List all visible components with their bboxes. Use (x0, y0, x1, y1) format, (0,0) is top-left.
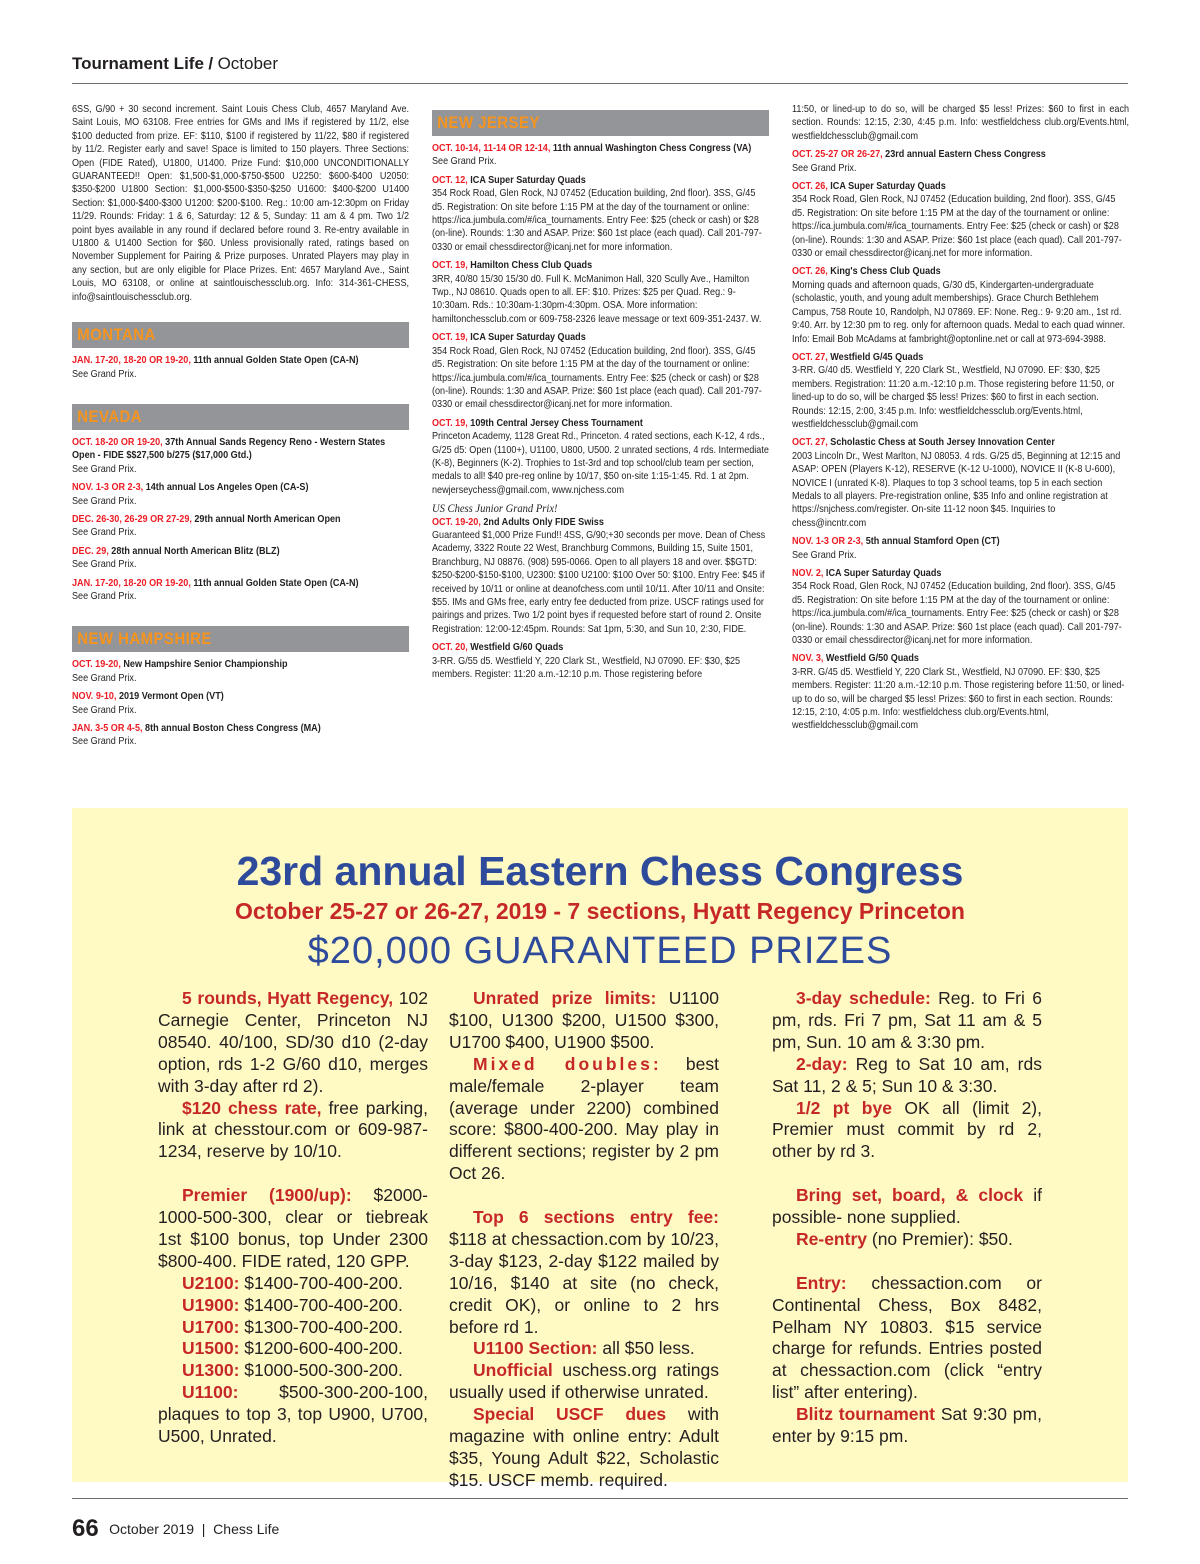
entry-body: 3-RR. G/45 d5. Westfield Y, 220 Clark St., Westfield, NJ 07090. EF: $30, $25 members. Register: 11:20 a.m.-12:10 p.m. Those registering before 11:50, or lined-up to do so, will be charged $5 less! Prizes: $60 to first in each section. Rounds: 12:15, 2:10, 4:05 p.m. Info: westfieldchess club.org/Events.html, westfieldchessclub@gmail.com (792, 666, 1125, 732)
ad-column-1 (158, 988, 428, 1448)
ad-paragraph (449, 1054, 719, 1185)
ad-highlight: U1500: (182, 1338, 240, 1359)
ad-highlight: $120 chess rate, (182, 1097, 322, 1118)
ad-paragraph (158, 1317, 428, 1339)
entry-body: 354 Rock Road, Glen Rock, NJ 07452 (Education building, 2nd floor). 3SS, G/45 d5. Registration: On site before 1:15 PM at the day of the tournament or online: https://ica.jumbula.com/#/ica_tournaments. Entry Fee: $25 (check or cash) or $28 (on-line). Rounds: 1:30 and ASAP. Prize: $60 1st place (each quad). Call 201-797-0330 or email chessdirector@icanj.net for more information. (432, 345, 762, 411)
tournament-entry (72, 513, 409, 540)
ad-paragraph (449, 1360, 719, 1404)
entry-body: 354 Rock Road, Glen Rock, NJ 07452 (Education building, 2nd floor). 3SS, G/45 d5. Registration: On site before 1:15 PM at the day of the tournament or online: https://ica.jumbula.com/#/ica_tournaments. Entry Fee: $25 (check or cash) or $28 (on-line). Rounds: 1:30 and ASAP. Prize: $60 1st place (each quad). Call 201-797-0330 or email chessdirector@icanj.net for more information. (792, 581, 1122, 647)
entry-body: See Grand Prix. (72, 495, 137, 507)
ad-text: $118 at chessaction.com by 10/23, 3-day $123, 2-day $122 mailed by 10/16, $140 at site (no check, credit OK), or online to 2 hrs before rd 1. (449, 1228, 719, 1337)
entry-title: Westfield G/45 Quads (827, 351, 924, 363)
tournament-entry (432, 417, 769, 497)
ad-highlight: 2-day: (796, 1053, 848, 1074)
entry-body: See Grand Prix. (72, 559, 137, 571)
entry-title: 11th annual Washington Chess Congress (VA) (550, 143, 752, 154)
entry-body: See Grand Prix. (432, 156, 497, 168)
entry-title: 11th annual Golden State Open (CA-N) (190, 355, 359, 367)
ad-text: 102 Carnegie Center, Princeton NJ 08540. 40/100, SD/30 d10 (2-day option, rds 1-2 G/60 d10, merges with 3-day after rd 2). (158, 988, 428, 1096)
ad-highlight: Bring set, board, & clock (796, 1185, 1024, 1206)
ad-highlight: 5 rounds, Hyatt Regency, (182, 988, 394, 1008)
ad-text: $500-300-200-100, plaques to top 3, top U900, U700, U500, Unrated. (158, 1382, 428, 1447)
ad-text: chessaction.com or Continental Chess, Box 8482, Pelham NY 10803. $15 service charge for refunds. Entries posted at chessaction.com (click “entry list” after entering). (772, 1272, 1042, 1403)
ad-highlight: 3-day schedule: (796, 988, 931, 1008)
entry-body: 3-RR. G/40 d5. Westfield Y, 220 Clark St., Westfield, NJ 07090. EF: $30, $25 members. Registration: 11:20 a.m.-12:10 p.m. Those registering before 11:50, or lined-up to do so, will be charged $5 less! Prizes: $60 to first in each section. Rounds: 12:15, 2:00, 3:45 p.m. Info: westfieldchessclub.org/Events.html, westfieldchessclub@gmail.com (792, 365, 1115, 430)
tournament-entry (72, 354, 409, 381)
entry-body: See Grand Prix. (792, 549, 857, 561)
tournament-entry (72, 658, 409, 685)
entry-title: 29th annual North American Open (191, 513, 341, 525)
entry-title: 8th annual Boston Chess Congress (MA) (142, 723, 321, 734)
entry-body: See Grand Prix. (72, 590, 137, 602)
entry-date: OCT. 26, (792, 181, 828, 193)
entry-date: OCT. 19-20, (432, 516, 481, 528)
ad-highlight: U2100: (182, 1272, 240, 1293)
page-footer (72, 1498, 1128, 1543)
junior-grand-prix-label: US Chess Junior Grand Prix! (432, 501, 558, 516)
ad-paragraph (772, 1054, 1042, 1098)
ad-text: (no Premier): $50. (867, 1228, 1013, 1249)
entry-date: OCT. 20, (432, 642, 468, 654)
ad-text: uschess.org ratings usually used if otherwise unrated. (449, 1360, 719, 1403)
entry-date: OCT. 19, (432, 260, 468, 272)
tournament-entry (72, 481, 409, 508)
entry-body: Morning quads and afternoon quads, G/30 d5, Kindergarten-undergraduate (scholastic, youth, and young adult memberships). Grace Church Bethlehem Campus, 758 Route 10, Randolph, NJ 07869. EF: None. Reg.: 9- 9:20 am., 1st rd. 9:40. Arr. by 12:30 pm to reg. only for afternoon quads. Medal to each quad winner. Info: Email Bob McAdams at fambright@optonline.net or call at 973-694-3988. (792, 279, 1125, 345)
entry-date: NOV. 1-3 OR 2-3, (792, 536, 864, 548)
entry-date: NOV. 2, (792, 568, 824, 579)
tournament-entry (792, 265, 1129, 345)
entry-date: NOV. 3, (792, 653, 824, 665)
ad-column-2 (449, 988, 719, 1492)
entry-title: King's Chess Club Quads (827, 266, 941, 278)
ad-highlight: 1/2 pt bye (796, 1097, 892, 1118)
ad-highlight: Premier (1900/up): (182, 1185, 352, 1206)
ad-paragraph (158, 1273, 428, 1295)
tournament-entry (792, 436, 1129, 530)
ad-highlight: U1100: (182, 1382, 239, 1403)
tournament-entry (792, 652, 1129, 732)
ad-paragraph (158, 1360, 428, 1382)
entry-title: New Hampshire Senior Championship (120, 659, 288, 671)
ad-highlight: Mixed doubles: (473, 1053, 662, 1074)
ad-prize-banner: $20,000 GUARANTEED PRIZES (307, 930, 893, 972)
entry-title: Hamilton Chess Club Quads (467, 260, 593, 272)
ad-text: if possible- none supplied. (772, 1185, 1042, 1228)
ad-column-3 (772, 988, 1042, 1448)
entry-title: ICA Super Saturday Quads (467, 174, 586, 186)
entry-title: Westfield G/60 Quads (467, 642, 564, 654)
eastern-chess-congress-ad (72, 808, 1128, 1490)
tournament-entry (432, 259, 769, 326)
ad-paragraph (772, 1273, 1042, 1404)
entry-body: See Grand Prix. (72, 368, 137, 380)
entry-date: JAN. 3-5 OR 4-5, (72, 723, 143, 734)
tournament-entry (432, 174, 769, 254)
ad-text: $2000-1000-500-300, clear or tiebreak 1st $100 bonus, top Under 2300 $800-400. FIDE rated, 120 GPP. (158, 1185, 428, 1271)
state-header-new-jersey: NEW JERSEY (432, 110, 769, 136)
entry-date: JAN. 17-20, 18-20 OR 19-20, (72, 355, 191, 367)
state-header-montana: MONTANA (72, 322, 409, 348)
entry-body: Guaranteed $1,000 Prize Fund!! 4SS, G/90;+30 seconds per move. Dean of Chess Academy, 3322 Route 22 West, Branchburg Commons, Building 15, Suite 1501, Branchburg, NJ 08876. (908) 595-0066. Open to all players 18 and over. $$GTD: $250-$200-$150-$100, U2300: $100 U2100: $100 Over 50: $100. Entry Fee: $45 if received by 10/11 or online at deanofchess.com until 10/11. After 10/11 and Onsite: $55. IMs and GMs free, early entry fee deducted from prize. USCF ratings used for pairings and prizes. Two 1/2 point byes if requested before start of round 2. Onsite Registration: 12:00-12:45pm. Rounds: Sat 1pm, 5:30, and Sun 10, 2:30, FIDE. (432, 529, 766, 635)
entry-title: 23rd annual Eastern Chess Congress (882, 149, 1046, 161)
ad-highlight: U1700: (182, 1316, 240, 1337)
ad-text: $1000-500-300-200. (239, 1360, 403, 1381)
entry-date: NOV. 1-3 OR 2-3, (72, 482, 144, 494)
ad-text: Reg to Sat 10 am, rds Sat 11, 2 & 5; Sun 10 & 3:30. (772, 1053, 1042, 1096)
tournament-entry (432, 516, 769, 637)
entry-date: NOV. 9-10, (72, 691, 117, 703)
ad-text: Sat 9:30 pm, enter by 9:15 pm. (772, 1404, 1042, 1447)
tournament-entry (792, 535, 1129, 562)
entry-body: See Grand Prix. (72, 527, 137, 539)
entry-title: 5th annual Stamford Open (CT) (863, 536, 1000, 548)
ad-text: free parking, link at chesstour.com or 609-987-1234, reserve by 10/10. (158, 1097, 428, 1162)
header-month: October (217, 54, 279, 73)
ad-paragraph (158, 1295, 428, 1317)
ad-paragraph (158, 988, 428, 1098)
entry-body: See Grand Prix. (72, 463, 137, 475)
tournament-entry (72, 577, 409, 604)
ad-highlight: Top 6 sections entry fee: (473, 1207, 719, 1228)
entry-date: OCT. 12, (432, 174, 468, 186)
ad-subtitle: October 25-27 or 26-27, 2019 - 7 sections, Hyatt Regency Princeton (235, 898, 965, 924)
entry-date: OCT. 26, (792, 266, 828, 278)
entry-body: See Grand Prix. (792, 162, 857, 174)
continued-listing: 11:50, or lined-up to do so, will be charged $5 less! Prizes: $60 to first in each section. Rounds: 12:15, 2:30, 4:45 p.m. Info: westfieldchess club.org/Events.html, westfieldchessclub@gmail.com (792, 104, 1130, 142)
ad-highlight: U1300: (182, 1360, 240, 1381)
entry-title: ICA Super Saturday Quads (823, 568, 942, 579)
ad-text: with magazine with online entry: Adult $35, Young Adult $22, Scholastic $15. USCF memb. required. (449, 1404, 719, 1490)
entry-title: Westfield G/50 Quads (823, 653, 919, 665)
ad-paragraph (158, 1098, 428, 1164)
ad-highlight: Unofficial (473, 1360, 553, 1381)
entry-title: Scholastic Chess at South Jersey Innovation Center (827, 437, 1055, 449)
entry-date: DEC. 26-30, 26-29 OR 27-29, (72, 513, 192, 525)
entry-date: OCT. 27, (792, 437, 828, 449)
tournament-entry (432, 641, 769, 681)
ad-paragraph (449, 1404, 719, 1492)
entry-title: ICA Super Saturday Quads (467, 332, 586, 344)
ad-highlight: U1100 Section: (473, 1338, 598, 1359)
ad-paragraph (158, 1382, 428, 1448)
entry-date: OCT. 19, (432, 417, 468, 429)
tournament-entry (792, 567, 1129, 647)
ad-text: U1100 $100, U1300 $200, U1500 $300, U1700 $400, U1900 $500. (449, 988, 719, 1052)
ad-paragraph (772, 988, 1042, 1054)
ad-text: $1300-700-400-200. (239, 1316, 403, 1337)
tournament-entry (792, 180, 1129, 260)
entry-body: 3RR, 40/80 15/30 15/30 d0. Full K. McManimon Hall, 320 Scully Ave., Hamilton Twp., NJ 08610. Quads open to all. EF: $10. Prizes: $25 per Quad. Reg.: 9-10:30am. Rds.: 10:30am-1:30pm-4:30pm. OSA. More information: hamiltonchessclub.com or 609-758-2326 leave message or text 609-351-2437. W. (432, 273, 762, 325)
tournament-entry (792, 351, 1129, 431)
entry-body: 354 Rock Road, Glen Rock, NJ 07452 (Education building, 2nd floor). 3SS, G/45 d5. Registration: On site before 1:15 PM at the day of the tournament or online: https://ica.jumbula.com/#/ica_tournaments. Entry Fee: $25 (check or cash) or $28 (on-line). Rounds: 1:30 and ASAP. Prize: $60 1st place (each quad). Call 201-797-0330 or email chessdirector@icanj.net for more information. (792, 194, 1122, 260)
ad-text: OK all (limit 2), Premier must commit by rd 2, other by rd 3. (772, 1097, 1042, 1162)
ad-text: Reg. to Fri 6 pm, rds. Fri 7 pm, Sat 11 am & 5 pm, Sun. 10 am & 3:30 pm. (772, 988, 1042, 1052)
entry-body: 354 Rock Road, Glen Rock, NJ 07452 (Education building, 2nd floor). 3SS, G/45 d5. Registration: On site before 1:15 PM at the day of the tournament or online: https://ica.jumbula.com/#/ica_tournaments. Entry Fee: $25 (check or cash) or $28 (on-line). Rounds: 1:30 and ASAP. Prize: $60 1st place (each quad). Call 201-797-0330 or email chessdirector@icanj.net for more information. (432, 188, 762, 253)
entry-title: 2019 Vermont Open (VT) (116, 691, 224, 703)
entry-date: OCT. 19, (432, 332, 468, 344)
entry-date: OCT. 18-20 OR 19-20, (72, 436, 163, 448)
entry-title: 14th annual Los Angeles Open (CA-S) (143, 482, 309, 494)
page-header (72, 54, 1128, 84)
entry-body: 2003 Lincoln Dr., West Marlton, NJ 08053. 4 rds. G/25 d5, Beginning at 12:15 and ASAP: OPEN (Players K-12), RESERVE (K-12 U-1000), NOVICE II (K-8 U-600), NOVICE I (unrated K-8). Plaques to top 3 school teams, top 5 in each section Medals to all players. Pre-registration online, $35 Info and online registration at https://snjchess.com/register. On-site 11-12 noon $45. Inquiries to chess@incntr.com (792, 450, 1121, 529)
tournament-entry (792, 148, 1129, 175)
ad-text: $1400-700-400-200. (239, 1272, 403, 1293)
entry-date: DEC. 29, (72, 545, 109, 557)
entry-body: Princeton Academy, 1128 Great Rd., Princeton. 4 rated sections, each K-12, 4 rds., G/25 d5: Open (1100+), U1100, U800, U500. 2 unrated sections, 4 rds. Intermediate (K-8), Beginners (K-2). Trophies to 1st-3rd and top school/club team per section, medals to all! $40 pre-reg online by 10/17, $50 on-site 1:15-1:45. Rd. 1 at 2pm. newjerseychess@gmail.com, www.njchess.com (432, 431, 769, 496)
page-number: 66 (72, 1515, 99, 1542)
ad-paragraph (449, 1338, 719, 1360)
ad-text: all $50 less. (597, 1338, 695, 1359)
ad-text: best male/female 2-player team (average under 2200) combined score: $800-400-200. May play in different sections; register by 2 pm Oct 26. (449, 1053, 719, 1184)
listing-column-1 (72, 103, 409, 754)
entry-date: OCT. 27, (792, 351, 828, 363)
entry-date: OCT. 25-27 OR 26-27, (792, 149, 883, 161)
listing-column-2 (432, 103, 769, 686)
entry-title: 37th Annual Sands Regency Reno - Western States Open - FIDE $$27,500 b/275 ($17,000 Gtd.) (72, 436, 386, 462)
ad-paragraph (772, 1185, 1042, 1229)
entry-title: 11th annual Golden State Open (CA-N) (190, 577, 359, 589)
entry-body: See Grand Prix. (72, 672, 137, 684)
ad-highlight: Re-entry (796, 1228, 867, 1249)
ad-title: 23rd annual Eastern Chess Congress (236, 848, 964, 894)
ad-text: $1400-700-400-200. (239, 1294, 403, 1315)
footer-publication: October 2019 | Chess Life (109, 1521, 280, 1537)
tournament-entry (72, 545, 409, 572)
tournament-entry (72, 722, 409, 749)
ad-paragraph (449, 1207, 719, 1338)
ad-highlight: U1900: (182, 1294, 240, 1315)
ad-highlight: Blitz tournament (796, 1404, 936, 1425)
tournament-entry (72, 436, 409, 476)
continued-listing: 6SS, G/90 + 30 second increment. Saint Louis Chess Club, 4657 Maryland Ave. Saint Louis, MO 63108. Free entries for GMs and IMs if registered by 11/2, else $100 deducted from prize. EF: $110, $100 if registered by 11/22, $80 if registered by 11/2. Register early and save! Space is limited to 150 players. Three Sections: Open (FIDE Rated), U1800, U1400. Prize Fund: $10,000 UNCONDITIONALLY GUARANTEED!! Open: $1,500-$1,000-$750-$500 U2250: $600-$400 U2050: $350-$200 U1800 Section: $1,000-$500-$350-$250 U1600: $400-$200 U1400 Section: $1,000-$400-$300 U1200: $200-$100. Reg.: 10:00 am-12:30pm on Friday 11/29. Rounds: Friday: 1 & 6, Saturday: 12 & 5, Sunday: 11 am & 4 pm. Two 1/2 point byes available in any round if declared before round 3. Re-entry available in U1800 & U1400 Section for $60. Unless provisionally rated, ratings based on November Supplement for Pairing & Prize purposes. Unrated Players may play in any section, but are only eligible for Place Prizes. Ent: 4657 Maryland Ave., Saint Louis, MO 63108, or online at saintlouischessclub.org. Info: 314-361-CHESS, info@saintlouischessclub.org. (72, 104, 410, 303)
section-title: Tournament Life (72, 54, 204, 73)
ad-paragraph (449, 988, 719, 1054)
listing-column-3 (792, 103, 1129, 738)
entry-title: 28th annual North American Blitz (BLZ) (108, 545, 280, 557)
entry-date: OCT. 10-14, 11-14 OR 12-14, (432, 143, 551, 154)
ad-highlight: Special USCF dues (473, 1404, 667, 1425)
tournament-entry (432, 331, 769, 411)
entry-title: 2nd Adults Only FIDE Swiss (480, 516, 604, 528)
state-header-new-hampshire: NEW HAMPSHIRE (72, 626, 409, 652)
entry-title: 109th Central Jersey Chess Tournament (467, 417, 643, 429)
entry-body: 3-RR. G/55 d5. Westfield Y, 220 Clark St., Westfield, NJ 07090. EF: $30, $25 members. Register: 11:20 a.m.-12:10 p.m. Those registering before (432, 655, 741, 681)
ad-paragraph (772, 1098, 1042, 1164)
ad-highlight: Unrated prize limits: (473, 988, 657, 1008)
ad-highlight: Entry: (796, 1272, 847, 1293)
ad-text: $1200-600-400-200. (239, 1338, 403, 1359)
entry-body: See Grand Prix. (72, 704, 137, 716)
ad-paragraph (772, 1404, 1042, 1448)
ad-paragraph (158, 1185, 428, 1273)
header-separator: / (208, 54, 214, 73)
entry-date: OCT. 19-20, (72, 659, 121, 671)
tournament-entry (432, 142, 769, 169)
entry-date: JAN. 17-20, 18-20 OR 19-20, (72, 577, 191, 589)
tournament-entry (72, 690, 409, 717)
entry-body: See Grand Prix. (72, 736, 137, 748)
ad-paragraph (772, 1229, 1042, 1251)
state-header-nevada: NEVADA (72, 404, 409, 430)
ad-paragraph (158, 1338, 428, 1360)
entry-title: ICA Super Saturday Quads (827, 181, 946, 193)
